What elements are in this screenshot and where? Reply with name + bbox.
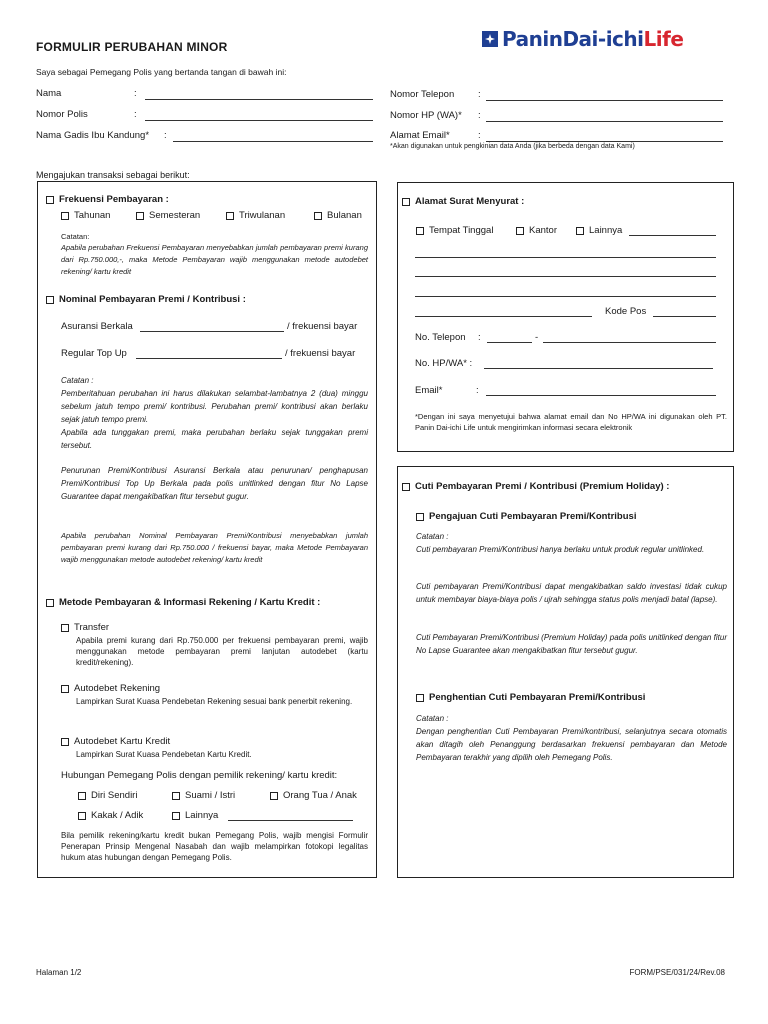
penghentian-note-label: Catatan : [416,714,449,723]
email-note: *Akan digunakan untuk pengkinian data Anda (jika berbeda dengan data Kami) [390,143,635,150]
option-autodebet-rekening[interactable] [61,683,160,694]
colon-telepon: : [478,89,481,100]
autodebet-kk-note: Lampirkan Surat Kuasa Pendebetan Kartu Kredit. [76,750,252,759]
label-nomor-polis: Nomor Polis [36,109,88,120]
nominal-checkbox[interactable] [46,294,246,305]
form-code: FORM/PSE/031/24/Rev.08 [629,968,725,977]
cuti-checkbox[interactable] [402,481,669,492]
transaction-intro: Mengajukan transaksi sebagai berikut: [36,170,190,180]
nominal-title: Nominal Pembayaran Premi / Kontribusi : [59,294,246,305]
checkbox-icon [61,685,69,693]
option-label: Orang Tua / Anak [283,790,357,801]
transfer-note: Apabila premi kurang dari Rp.750.000 per frekuensi pembayaran premi, wajib menggunakan metode pembayaran premi lanjutan autodebet (kartu kredit/rekening). [76,636,368,667]
option-label: Lainnya [185,810,219,821]
option-label: Suami / Istri [185,790,236,801]
option-label: Transfer [74,622,110,633]
nomor-telepon-field[interactable] [486,100,723,101]
alamat-line-3[interactable] [415,296,716,297]
colon-polis: : [134,109,137,120]
checkbox-icon [61,738,69,746]
option-semesteran[interactable] [136,210,200,221]
checkbox-icon [46,196,54,204]
checkbox-icon [416,513,424,521]
checkbox-icon [61,624,69,632]
autodebet-rekening-note: Lampirkan Surat Kuasa Pendebetan Rekening sesuai bank penerbit rekening. [76,697,353,706]
frekuensi-title: Frekuensi Pembayaran : [59,194,169,205]
checkbox-icon [136,212,144,220]
option-label: Triwulanan [239,210,286,221]
pengajuan-note-2: Cuti pembayaran Premi/Kontribusi dapat mengakibatkan saldo investasi tidak cukup untuk membayar biaya-biaya polis / ujrah sehingga status polis menjadi batal (lapse). [416,582,727,604]
checkbox-icon [46,599,54,607]
form-title: FORMULIR PERUBAHAN MINOR [36,40,228,54]
metode-checkbox[interactable] [46,597,320,608]
pengajuan-checkbox[interactable] [416,511,636,522]
alamat-hp-label: No. HP/WA* : [415,358,473,369]
regular-topup-suffix: / frekuensi bayar [285,348,356,359]
alamat-checkbox[interactable] [402,196,524,207]
kode-pos-label: Kode Pos [605,306,647,317]
option-label: Tempat Tinggal [429,225,494,236]
option-label: Tahunan [74,210,111,221]
checkbox-icon [78,812,86,820]
nominal-note-3: Penurunan Premi/Kontribusi Asuransi Berkala atau penurunan/ penghapusan Premi/Kontribusi Top Up Berkala pada polis unitlinked dengan fitur No Lapse Guarantee dapat mengakibatkan fitur tersebut gugur. [61,466,368,501]
penghentian-note: Dengan penghentian Cuti Pembayaran Premi/kontribusi, selanjutnya secara otomatis akan ditagih oleh Penanggung berdasarkan frekuensi pembayaran dan Metode Pembayaran terakhir yang dipilih oleh Pemegang Polis. [416,727,727,762]
checkbox-icon [61,212,69,220]
pengajuan-note-1: Cuti pembayaran Premi/Kontribusi hanya berlaku untuk produk regular unitlinked. [416,545,705,554]
option-alamat-lainnya[interactable] [576,225,622,236]
label-nomor-telepon: Nomor Telepon [390,89,455,100]
alamat-hp-field[interactable] [484,368,713,369]
option-autodebet-kartu-kredit[interactable] [61,736,170,747]
hubungan-bottom-note: Bila pemilik rekening/kartu kredit bukan Pemegang Polis, wajib mengisi Formulir Penerapan Prinsip Mengenal Nasabah dan wajib melampirkan fotokopi legalitas hukum atas hubungan dengan Pemegang Polis. [61,831,368,862]
frekuensi-note-label: Catatan: [61,232,90,241]
alamat-telepon-label: No. Telepon [415,332,466,343]
checkbox-icon [402,198,410,206]
penghentian-checkbox[interactable] [416,692,645,703]
nomor-hp-field[interactable] [486,121,723,122]
alamat-email-colon: : [476,385,479,396]
frekuensi-checkbox[interactable] [46,194,169,205]
telepon-number-field[interactable] [543,342,716,343]
option-label: Bulanan [327,210,362,221]
regular-topup-label: Regular Top Up [61,348,127,359]
option-triwulanan[interactable] [226,210,285,221]
company-logo [482,28,683,50]
label-nama: Nama [36,88,62,99]
label-alamat-email: Alamat Email* [390,130,450,141]
alamat-line-2[interactable] [415,276,716,277]
frekuensi-note: Apabila perubahan Frekuensi Pembayaran menyebabkan jumlah pembayaran premi kurang dari Rp.750.000,-, maka Metode Pembayaran wajib menggunakan metode autodebet rekening/ kartu kredit [61,243,368,276]
option-kakak-adik[interactable] [78,810,143,821]
alamat-email-label: Email* [415,385,443,396]
nominal-note-4: Apabila perubahan Nominal Pembayaran Premi/Kontribusi menyebabkan jumlah pembayaran premi kurang dari Rp.750.000 / frekuensi bayar, maka Metode Pembayaran wajib menggunakan metode autodebet rekening/ kartu kredit [61,531,368,564]
checkbox-icon [78,792,86,800]
star-logo-icon [482,31,498,47]
option-tempat-tinggal[interactable] [416,225,493,236]
checkbox-icon [172,792,180,800]
kode-pos-field[interactable] [653,316,716,317]
alamat-line-4[interactable] [415,316,592,317]
label-nama-gadis-ibu: Nama Gadis Ibu Kandung* [36,130,150,141]
label-nomor-hp: Nomor HP (WA)* [390,110,462,121]
checkbox-icon [416,694,424,702]
option-suami-istri[interactable] [172,790,235,801]
colon-ibu: : [164,130,167,141]
option-label: Autodebet Kartu Kredit [74,736,171,747]
checkbox-icon [576,227,584,235]
asuransi-berkala-label: Asuransi Berkala [61,321,133,332]
regular-topup-field[interactable] [136,358,282,359]
hubungan-label: Hubungan Pemegang Polis dengan pemilik rekening/ kartu kredit: [61,770,338,781]
pengajuan-title: Pengajuan Cuti Pembayaran Premi/Kontribusi [429,511,637,522]
pengajuan-note-label: Catatan : [416,532,449,541]
checkbox-icon [314,212,322,220]
colon-nama: : [134,88,137,99]
asuransi-berkala-field[interactable] [140,331,284,332]
telepon-area-field[interactable] [487,342,532,343]
pengajuan-note-3: Cuti Pembayaran Premi/Kontribusi (Premium Holiday) pada polis unitlinked dengan fitur No Lapse Guarantee akan mengakibatkan fitur tersebut gugur. [416,633,727,655]
option-label: Kakak / Adik [91,810,144,821]
logo-text-life: Life [643,27,684,51]
option-label: Diri Sendiri [91,790,138,801]
option-orang-tua-anak[interactable] [270,790,357,801]
nama-gadis-ibu-field[interactable] [173,141,373,142]
checkbox-icon [516,227,524,235]
nominal-note-1: Pemberitahuan perubahan ini harus dilakukan selambat-lambatnya 2 (dua) minggu sebelum jatuh tempo premi/ kontribusi. Perubahan premi/ kontribusi akan berlaku sejak jatuh tempo premi. [61,389,368,424]
nama-field[interactable] [145,99,373,100]
telepon-dash: - [535,332,539,343]
option-lainnya[interactable] [172,810,218,821]
metode-title: Metode Pembayaran & Informasi Rekening / Kartu Kredit : [59,597,321,608]
option-transfer[interactable] [61,622,109,633]
alamat-email-field[interactable] [486,395,716,396]
checkbox-icon [172,812,180,820]
option-kantor[interactable] [516,225,557,236]
option-label: Kantor [529,225,557,236]
cuti-title: Cuti Pembayaran Premi / Kontribusi (Premium Holiday) : [415,481,670,492]
asuransi-berkala-suffix: / frekuensi bayar [287,321,358,332]
option-tahunan[interactable] [61,210,110,221]
logo-text-main: PaninDai-ichi [502,27,644,51]
cuti-section-box [397,466,734,878]
checkbox-icon [226,212,234,220]
option-bulanan[interactable] [314,210,362,221]
option-label: Semesteran [149,210,201,221]
penghentian-title: Penghentian Cuti Pembayaran Premi/Kontribusi [429,692,646,703]
alamat-email-field[interactable] [486,141,723,142]
colon-email: : [478,130,481,141]
hubungan-lainnya-field[interactable] [228,820,353,821]
nomor-polis-field[interactable] [145,120,373,121]
page-number: Halaman 1/2 [36,968,82,977]
colon-hp: : [478,110,481,121]
alamat-telepon-colon: : [478,332,481,343]
alamat-line-1[interactable] [415,257,716,258]
checkbox-icon [46,296,54,304]
checkbox-icon [270,792,278,800]
intro-text: Saya sebagai Pemegang Polis yang bertanda tangan di bawah ini: [36,67,287,77]
nominal-note-label: Catatan : [61,376,94,385]
option-label: Autodebet Rekening [74,683,161,694]
alamat-title: Alamat Surat Menyurat : [415,196,525,207]
option-label: Lainnya [589,225,623,236]
option-diri-sendiri[interactable] [78,790,137,801]
checkbox-icon [416,227,424,235]
checkbox-icon [402,483,410,491]
consent-note: *Dengan ini saya menyetujui bahwa alamat email dan No HP/WA ini digunakan oleh PT. Panin Dai-ichi Life untuk mengirimkan informasi secara elektronik [415,412,727,432]
alamat-lainnya-field[interactable] [629,235,716,236]
nominal-note-2: Apabila ada tunggakan premi, maka perubahan berlaku sejak tunggakan premi tersebut. [61,428,368,450]
